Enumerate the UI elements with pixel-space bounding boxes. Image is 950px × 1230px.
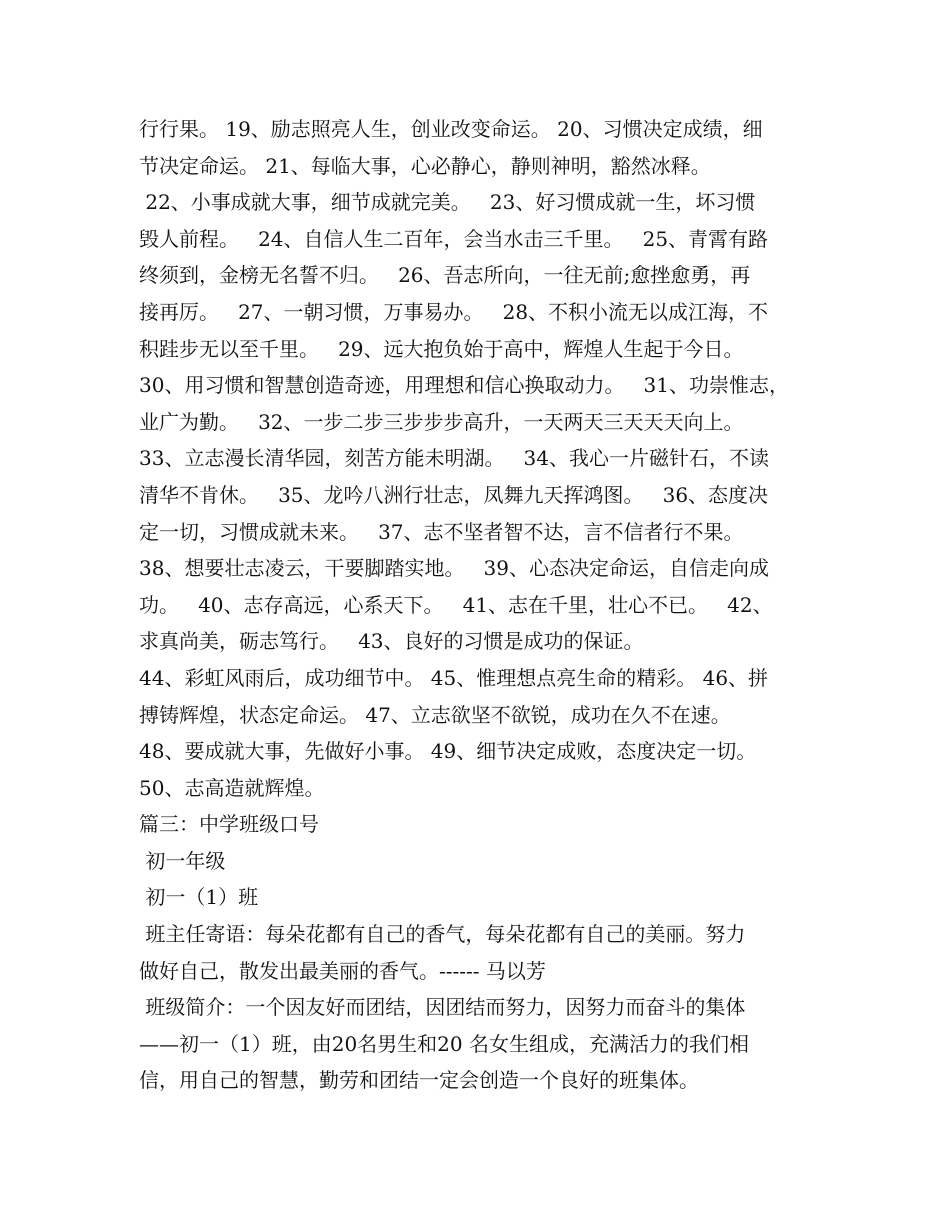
text-line: 38、想要壮志凌云，干要脚踏实地。 39、心态决定命运，自信走向成 [139,556,769,581]
text-line: 清华不肯休。 35、龙吟八洲行壮志，凤舞九天挥鸿图。 36、态度决 [139,482,769,507]
text-line: 50、志高造就辉煌。 [139,775,325,800]
text-line: 功。 40、志存高远，心系天下。 41、志在千里，壮心不已。 42、 [139,592,773,617]
section-heading: 篇三：中学班级口号 [139,812,319,837]
text-line: 48、要成就大事，先做好小事。 49、细节决定成败，态度决定一切。 [139,739,757,764]
text-line: 接再厉。 27、一朝习惯，万事易办。 28、不积小流无以成江海，不 [139,299,769,324]
text-line: 30、用习惯和智慧创造奇迹，用理想和信心换取动力。 31、功崇惟志， [139,373,789,398]
document-page [139,111,819,1099]
teacher-message: 班主任寄语：每朵花都有自己的香气，每朵花都有自己的美丽。努力 [139,922,746,947]
class-intro: 信，用自己的智慧，勤劳和团结一定会创造一个良好的班集体。 [139,1068,699,1093]
teacher-message: 做好自己，散发出最美丽的香气。------ 马以芳 [139,958,546,983]
class-heading: 初一（1）班 [139,885,259,910]
text-line: 33、立志漫长清华园，刻苦方能未明湖。 34、我心一片磁针石，不读 [139,446,769,471]
class-intro: ——初一（1）班，由20名男生和20 名女生组成，充满活力的我们相 [139,1031,749,1056]
text-line: 终须到，金榜无名誓不归。 26、吾志所向，一往无前;愈挫愈勇，再 [139,263,751,288]
grade-heading: 初一年级 [139,848,226,873]
text-line: 44、彩虹风雨后，成功细节中。 45、惟理想点亮生命的精彩。 46、拼 [139,665,769,690]
text-line: 求真尚美，砺志笃行。 43、良好的习惯是成功的保证。 [139,629,644,654]
text-line: 搏铸辉煌，状态定命运。 47、立志欲坚不欲锐，成功在久不在速。 [139,702,731,727]
text-line: 行行果。 19、励志照亮人生，创业改变命运。 20、习惯决定成绩，细 [139,117,763,141]
text-line: 业广为勤。 32、一步二步三步步步高升，一天两天三天天天向上。 [139,409,744,434]
text-line: 积跬步无以至千里。 29、远大抱负始于高中，辉煌人生起于今日。 [139,336,744,361]
class-intro: 班级简介：一个因友好而团结，因团结而努力，因努力而奋斗的集体 [139,995,746,1020]
text-line: 定一切，习惯成就未来。 37、志不坚者智不达，言不信者行不果。 [139,519,744,544]
text-line: 22、小事成就大事，细节成就完美。 23、好习惯成就一生，坏习惯 [139,190,756,215]
text-line: 毁人前程。 24、自信人生二百年，会当水击三千里。 25、青霄有路 [139,226,769,251]
text-line: 节决定命运。 21、每临大事，心必静心，静则神明，豁然冰释。 [139,153,711,178]
